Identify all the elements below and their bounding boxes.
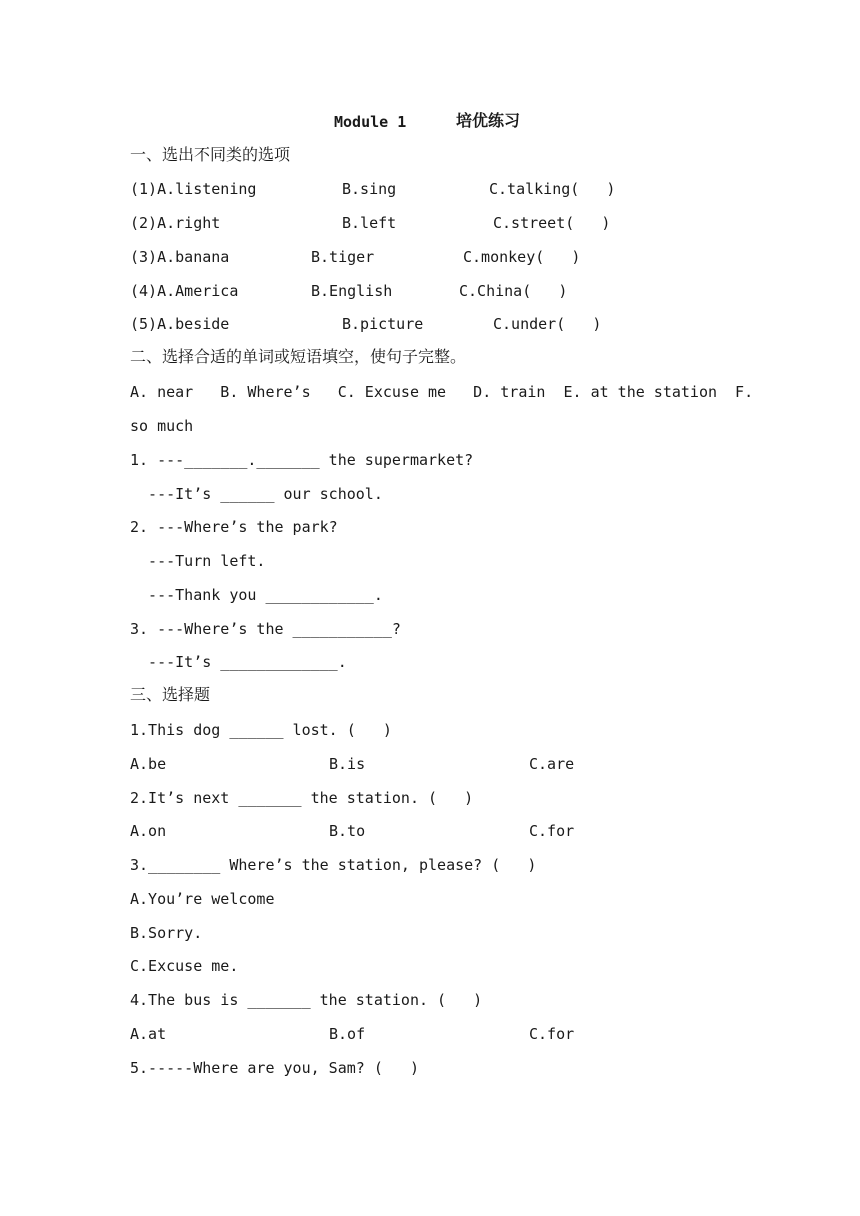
q3-option-b: B.Sorry. <box>130 924 203 942</box>
exercise-title: 培优练习 <box>456 111 521 130</box>
q2-option-b: B.to <box>329 822 366 840</box>
s2-line5: ---Thank you ____________. <box>130 586 383 604</box>
q3-option-a: A.You’re welcome <box>130 890 275 908</box>
module-title: Module 1 <box>334 113 407 131</box>
q4-option-c: C.for <box>529 1025 575 1043</box>
q1-option-b: B.is <box>329 755 366 773</box>
s1-item3-a: (3)A.banana <box>130 248 230 266</box>
s1-item5-a: (5)A.beside <box>130 315 230 333</box>
section2-heading: 二、选择合适的单词或短语填空，使句子完整。 <box>130 347 467 366</box>
s1-item2-b: B.left <box>342 214 397 232</box>
s1-item1-a: (1)A.listening <box>130 180 257 198</box>
q2-option-a: A.on <box>130 822 167 840</box>
s2-line3: 2. ---Where’s the park? <box>130 518 338 536</box>
q4-stem: 4.The bus is _______ the station. ( ) <box>130 991 483 1009</box>
s1-item1-b: B.sing <box>342 180 397 198</box>
q1-stem: 1.This dog ______ lost. ( ) <box>130 721 392 739</box>
q1-option-c: C.are <box>529 755 575 773</box>
s1-item2-c: C.street( ) <box>493 214 611 232</box>
q2-option-c: C.for <box>529 822 575 840</box>
s2-line6: 3. ---Where’s the ___________? <box>130 620 401 638</box>
s1-item5-c: C.under( ) <box>493 315 602 333</box>
s1-item5-b: B.picture <box>342 315 424 333</box>
s2-options-line2: so much <box>130 417 194 435</box>
s1-item1-c: C.talking( ) <box>489 180 616 198</box>
s2-options-line1: A. near B. Where’s C. Excuse me D. train E. at the station F. <box>130 383 754 401</box>
q4-option-a: A.at <box>130 1025 167 1043</box>
q2-stem: 2.It’s next _______ the station. ( ) <box>130 789 474 807</box>
q3-option-c: C.Excuse me. <box>130 957 239 975</box>
s1-item2-a: (2)A.right <box>130 214 221 232</box>
s1-item4-a: (4)A.America <box>130 282 239 300</box>
q5-stem: 5.-----Where are you, Sam? ( ) <box>130 1059 419 1077</box>
s2-line4: ---Turn left. <box>130 552 266 570</box>
s2-line1: 1. ---_______._______ the supermarket? <box>130 451 474 469</box>
s2-line7: ---It’s _____________. <box>130 653 347 671</box>
s1-item4-b: B.English <box>311 282 393 300</box>
s1-item4-c: C.China( ) <box>459 282 568 300</box>
q3-stem: 3.________ Where’s the station, please? ( ) <box>130 856 537 874</box>
s1-item3-b: B.tiger <box>311 248 375 266</box>
section3-heading: 三、选择题 <box>130 685 211 704</box>
q4-option-b: B.of <box>329 1025 366 1043</box>
s2-line2: ---It’s ______ our school. <box>130 485 383 503</box>
q1-option-a: A.be <box>130 755 167 773</box>
section1-heading: 一、选出不同类的选项 <box>130 145 291 164</box>
s1-item3-c: C.monkey( ) <box>463 248 581 266</box>
